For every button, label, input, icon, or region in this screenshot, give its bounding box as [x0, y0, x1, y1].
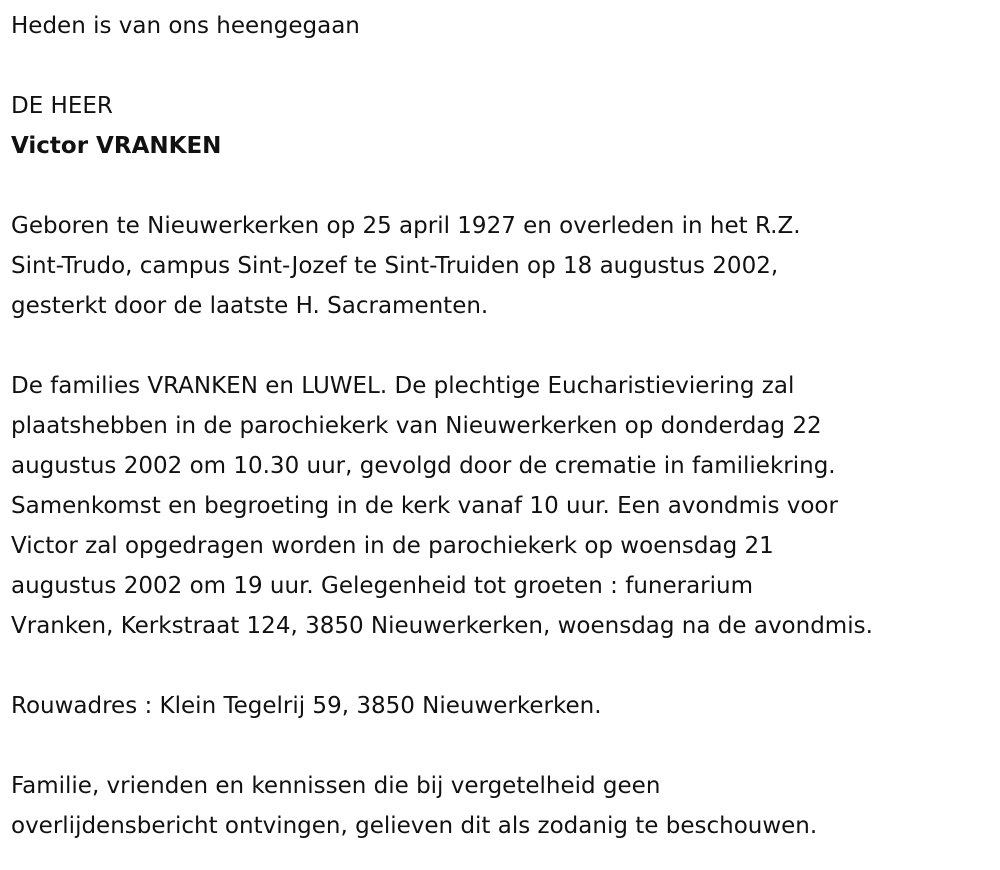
deceased-name: Victor VRANKEN: [11, 133, 222, 159]
obituary-notice: [11, 6, 991, 846]
paragraph-line: Samenkomst en begroeting in de kerk vanaf 10 uur. Een avondmis voor: [11, 493, 838, 519]
salutation: DE HEER: [11, 93, 113, 119]
mourning-address: Rouwadres : Klein Tegelrij 59, 3850 Nieuwerkerken.: [11, 693, 602, 719]
spacer: [11, 726, 991, 766]
paragraph-line: Victor zal opgedragen worden in de parochiekerk op woensdag 21: [11, 533, 774, 559]
paragraph-line: gesterkt door de laatste H. Sacramenten.: [11, 293, 489, 319]
spacer: [11, 46, 991, 86]
paragraph-line: Geboren te Nieuwerkerken op 25 april 1927 en overleden in het R.Z.: [11, 213, 801, 239]
ceremony-paragraph: [11, 366, 991, 646]
intro-text: Heden is van ons heengegaan: [11, 13, 360, 39]
spacer: [11, 646, 991, 686]
closing-paragraph: [11, 766, 991, 846]
paragraph-line: augustus 2002 om 19 uur. Gelegenheid tot groeten : funerarium: [11, 573, 754, 599]
paragraph-line: De families VRANKEN en LUWEL. De plechtige Eucharistieviering zal: [11, 373, 795, 399]
paragraph-line: augustus 2002 om 10.30 uur, gevolgd door de crematie in familiekring.: [11, 453, 836, 479]
paragraph-line: overlijdensbericht ontvingen, gelieven dit als zodanig te beschouwen.: [11, 813, 818, 839]
paragraph-line: Familie, vrienden en kennissen die bij vergetelheid geen: [11, 773, 661, 799]
spacer: [11, 326, 991, 366]
paragraph-line: Sint-Trudo, campus Sint-Jozef te Sint-Truiden op 18 augustus 2002,: [11, 253, 779, 279]
birth-death-paragraph: [11, 206, 991, 326]
spacer: [11, 166, 991, 206]
paragraph-line: Vranken, Kerkstraat 124, 3850 Nieuwerkerken, woensdag na de avondmis.: [11, 613, 873, 639]
paragraph-line: plaatshebben in de parochiekerk van Nieuwerkerken op donderdag 22: [11, 413, 822, 439]
